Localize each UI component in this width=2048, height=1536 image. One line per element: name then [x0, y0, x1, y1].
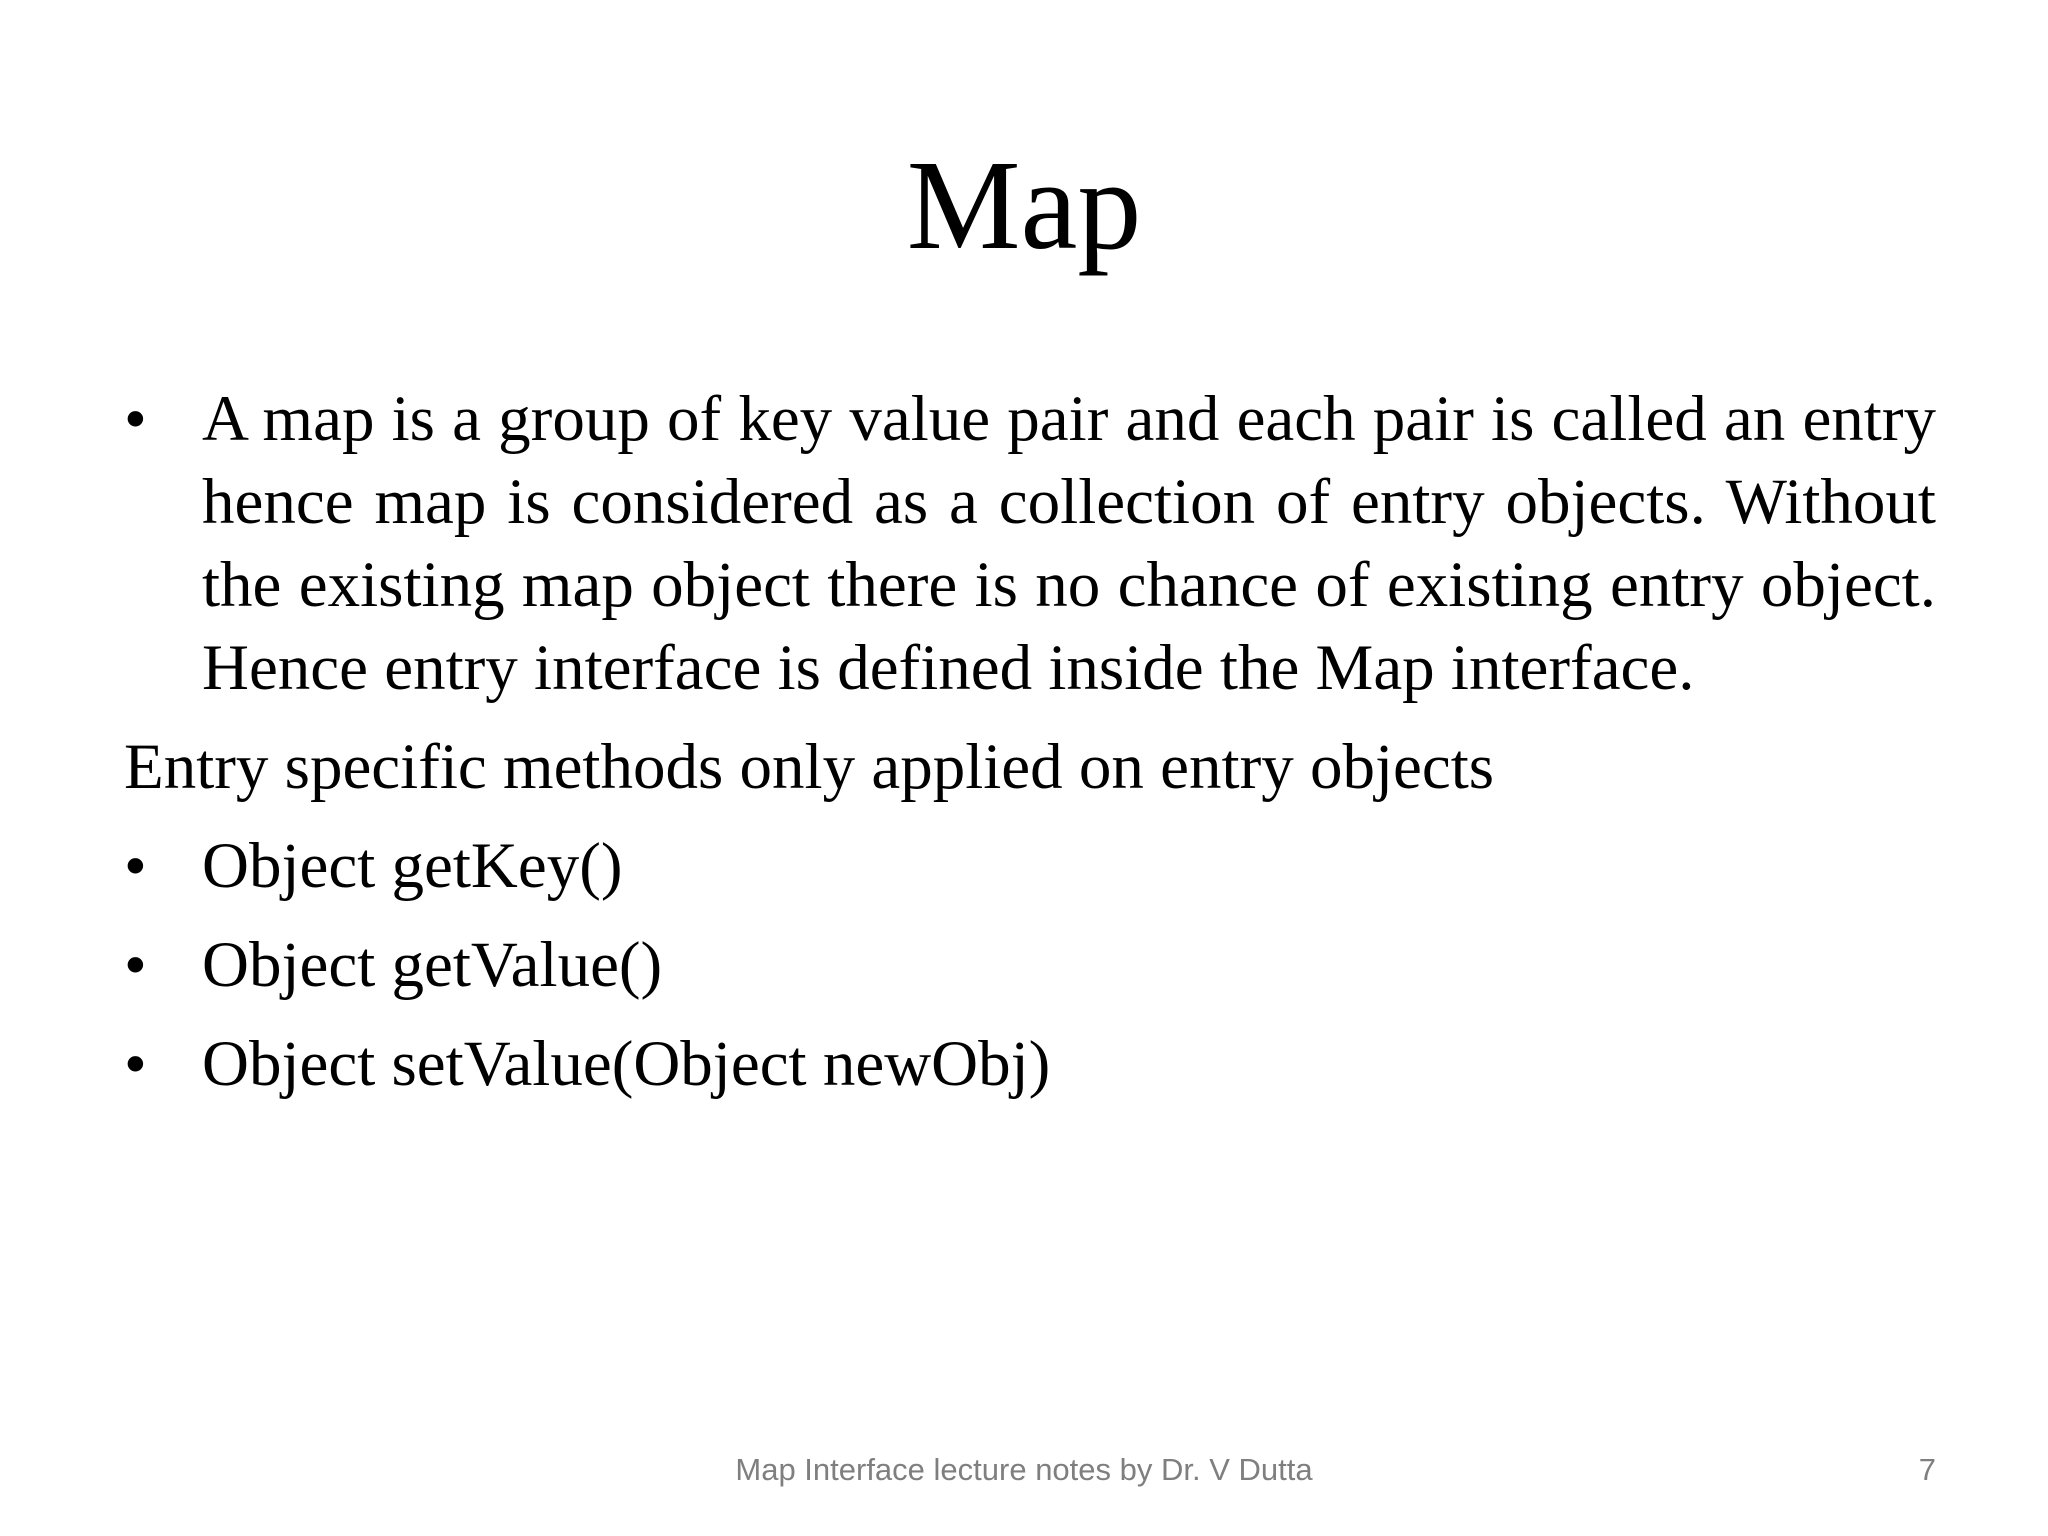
method-text: Object setValue(Object newObj) [202, 1028, 1051, 1100]
bullet-paragraph [124, 378, 1936, 710]
slide-footer: Map Interface lecture notes by Dr. V Dutta [735, 1452, 1313, 1487]
bullet-icon: • [124, 383, 147, 455]
bullet-icon: • [124, 830, 147, 902]
method-text: Object getKey() [202, 830, 623, 902]
subheading: Entry specific methods only applied on entry objects [124, 731, 1495, 803]
bullet-method-getvalue [124, 924, 1936, 1007]
slide-content [124, 378, 1936, 1106]
page-number: 7 [1918, 1452, 1936, 1487]
bullet-method-getkey [124, 825, 1936, 908]
bullet-icon: • [124, 1028, 147, 1100]
method-text: Object getValue() [202, 929, 663, 1001]
paragraph-text: A map is a group of key value pair and each pair is called an entry hence map is considered as a collection of entry objects. Without the existing map object there is no chance of existing entry object. Hence entry interface is defined inside the Map interface. [202, 383, 1936, 704]
bullet-method-setvalue [124, 1023, 1936, 1106]
slide-title: Map [906, 134, 1142, 276]
bullet-icon: • [124, 929, 147, 1001]
